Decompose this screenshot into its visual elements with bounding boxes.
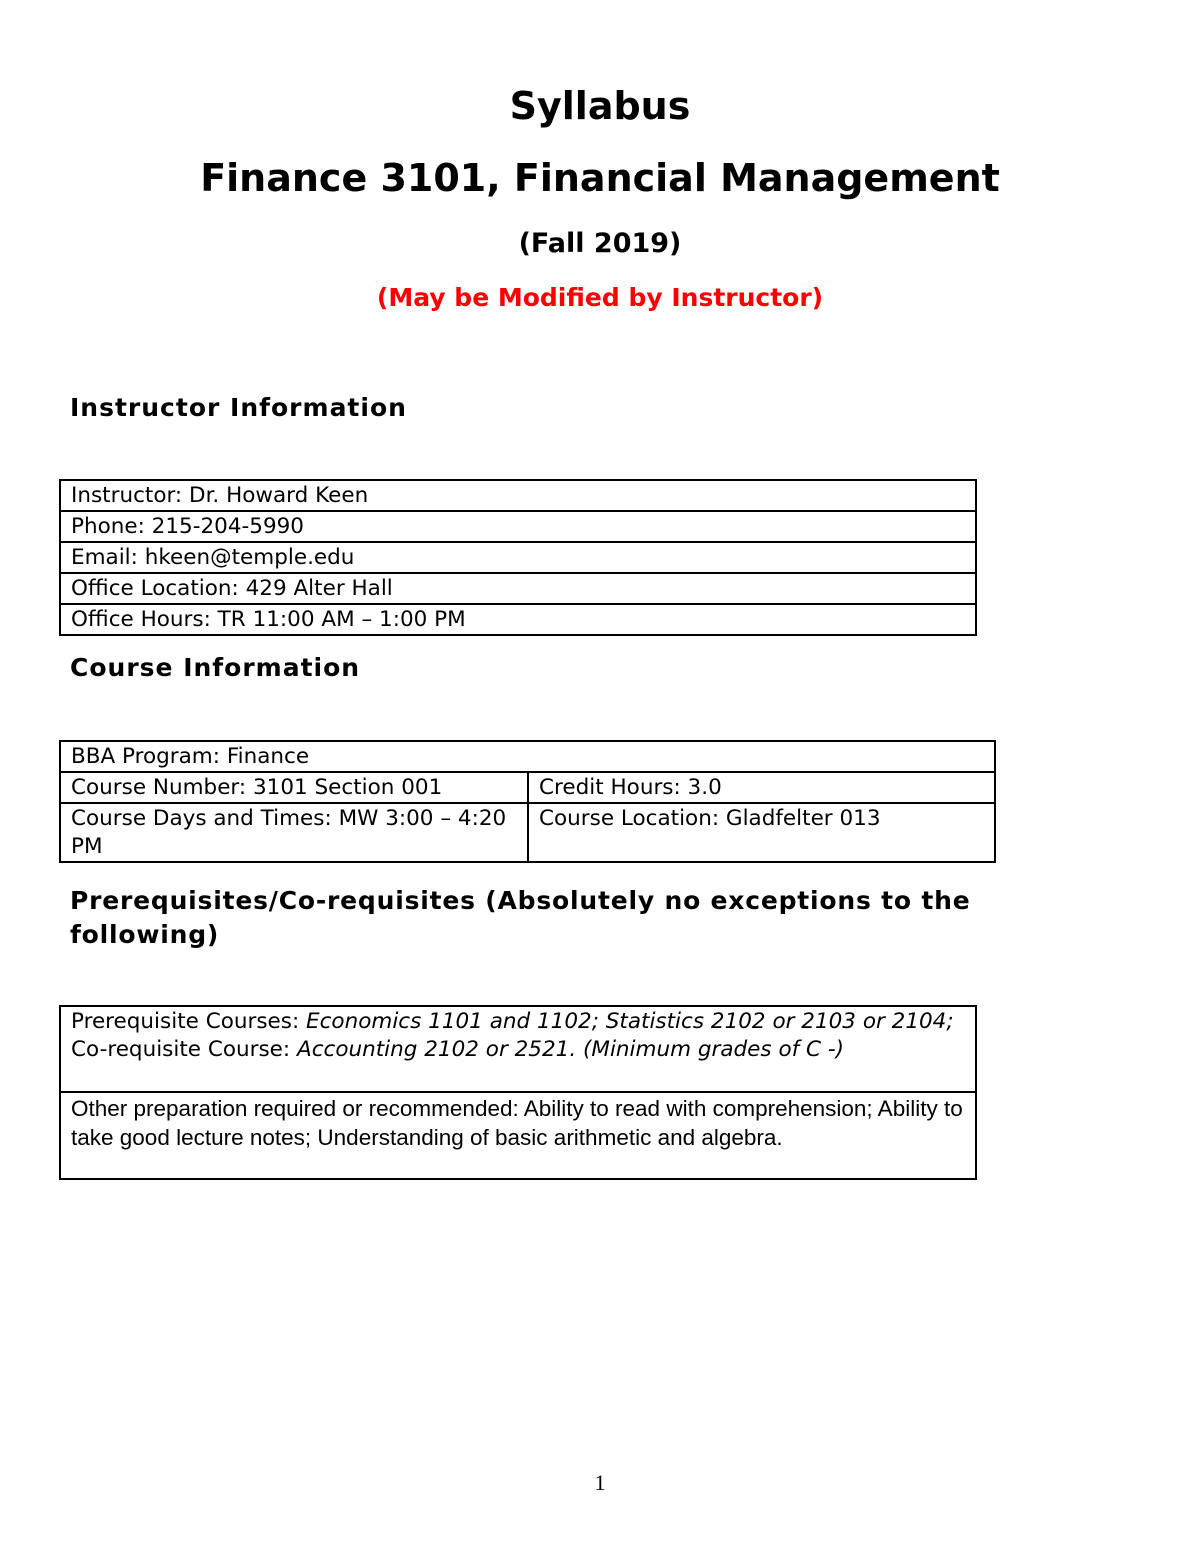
table-row [60,803,995,862]
page-number: 1 [594,1470,606,1495]
instructor-name: Instructor: Dr. Howard Keen [60,480,976,511]
document-title: Syllabus [509,84,691,128]
instructor-information-table [59,479,977,636]
coreq-course-list: Accounting 2102 or 2521. (Minimum grades of C -) [296,1037,844,1062]
course-number: Course Number: 3101 Section 001 [60,772,528,803]
course-days-times: Course Days and Times: MW 3:00 – 4:20 PM [60,803,528,862]
prerequisites-table [59,1005,977,1180]
coreq-label: Co-requisite Course: [71,1037,297,1062]
course-information-heading: Course Information [70,653,361,682]
table-row [60,604,976,635]
prerequisite-courses [60,1006,976,1092]
instructor-information-heading: Instructor Information [70,393,407,422]
table-row [60,741,995,772]
modified-note: (May be Modified by Instructor) [376,283,824,312]
instructor-email: Email: hkeen@temple.edu [60,542,976,573]
credit-hours: Credit Hours: 3.0 [528,772,995,803]
course-information-table [59,740,996,863]
course-title: Finance 3101, Financial Management [200,156,1000,200]
term: (Fall 2019) [518,228,682,259]
table-row [60,1006,976,1092]
course-location: Course Location: Gladfelter 013 [528,803,995,862]
office-location: Office Location: 429 Alter Hall [60,573,976,604]
table-row [60,511,976,542]
table-row [60,573,976,604]
office-hours: Office Hours: TR 11:00 AM – 1:00 PM [60,604,976,635]
table-row [60,542,976,573]
prereq-label: Prerequisite Courses: [71,1009,307,1034]
other-preparation: Other preparation required or recommended: Ability to read with comprehension; Ability to take good lecture notes; Understanding of basic arithmetic and algebra. [60,1092,976,1179]
table-row [60,480,976,511]
prerequisites-heading: Prerequisites/Co-requisites (Absolutely no exceptions to the following) [70,886,971,949]
prereq-course-list: Economics 1101 and 1102; Statistics 2102 or 2103 or 2104; [306,1009,954,1034]
bba-program: BBA Program: Finance [60,741,995,772]
instructor-phone: Phone: 215-204-5990 [60,511,976,542]
table-row [60,1092,976,1179]
table-row [60,772,995,803]
